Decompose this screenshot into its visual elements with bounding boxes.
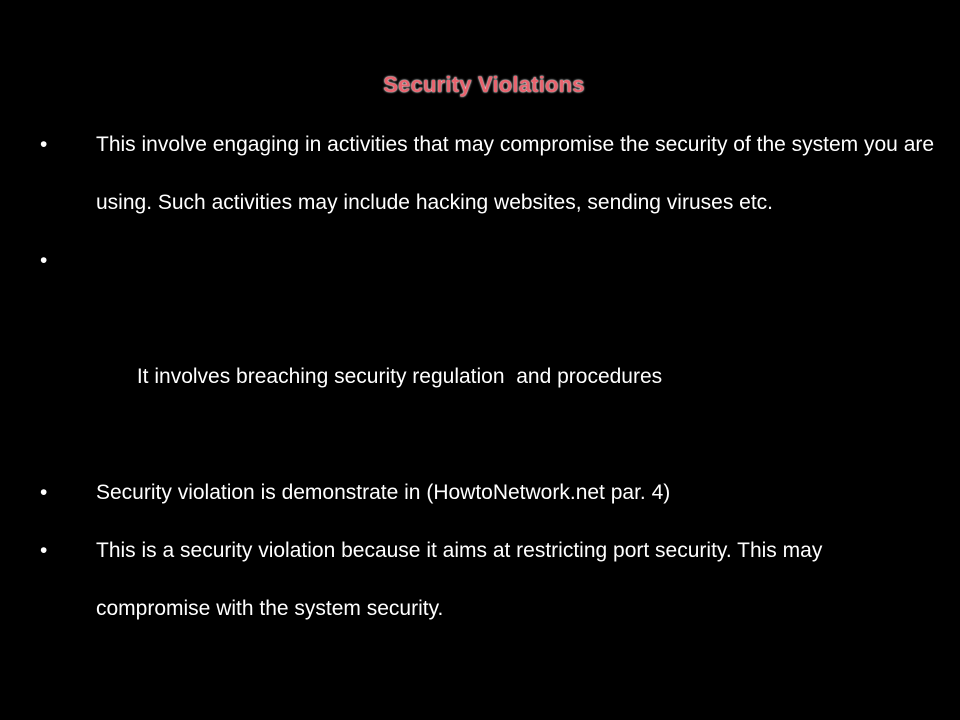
bullet-list bbox=[40, 116, 940, 638]
bullet-item bbox=[40, 522, 940, 638]
bullet-item bbox=[40, 116, 940, 232]
bullet-marker: • bbox=[40, 133, 48, 156]
bullet-item bbox=[40, 232, 940, 464]
bullet-text: This is a security violation because it aims at restricting port security. This may compromise with the system security. bbox=[96, 539, 823, 620]
bullet-item bbox=[40, 464, 940, 522]
bullet-marker: • bbox=[40, 249, 48, 272]
bullet-marker: • bbox=[40, 481, 48, 504]
bullet-text: This involve engaging in activities that may compromise the security of the system you are using. Such activities may include hacking websites, sending viruses etc. bbox=[96, 133, 935, 214]
bullet-text: It involves breaching security regulation and procedures bbox=[131, 365, 663, 388]
bullet-marker: • bbox=[40, 539, 48, 562]
bullet-text: Security violation is demonstrate in (HowtoNetwork.net par. 4) bbox=[96, 481, 671, 504]
slide-title: Security Violations bbox=[383, 72, 585, 97]
